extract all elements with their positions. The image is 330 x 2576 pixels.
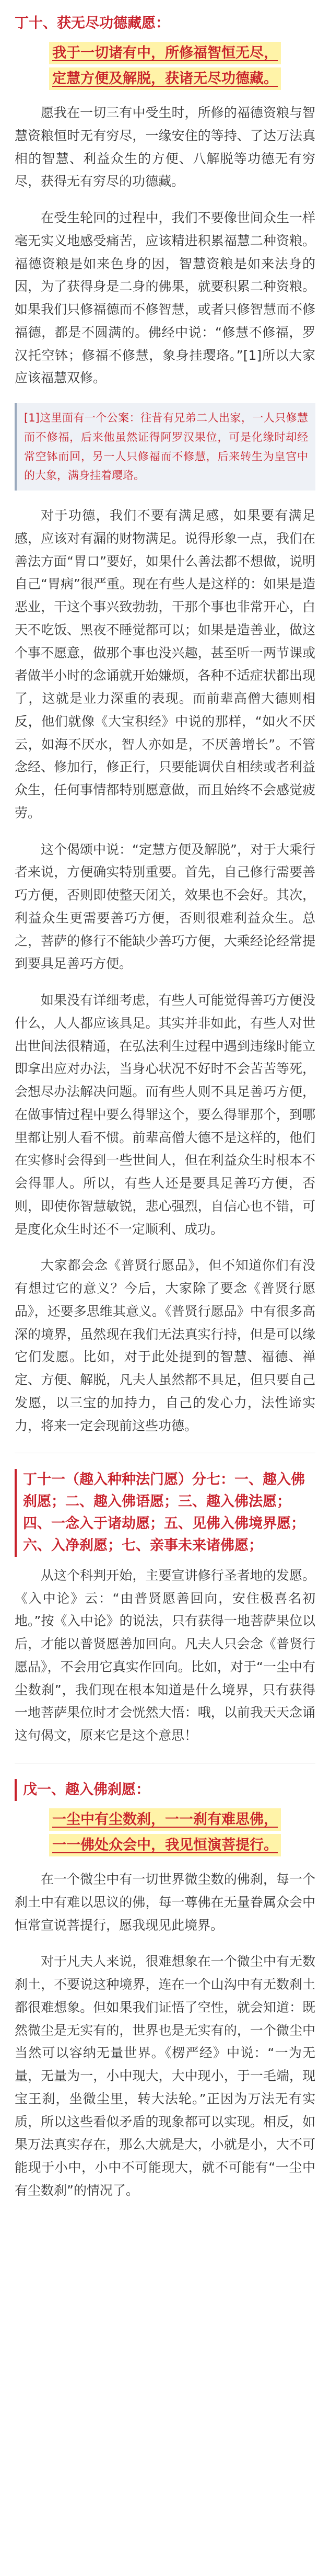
verse-line: 一尘中有尘数刹，一一刹有难思佛， [49,1808,281,1831]
verse-line: 我于一切诸有中，所修福智恒无尽， [49,42,281,64]
verse-line: 一一佛处众会中，我见恒演菩提行。 [49,1834,281,1856]
footnote: [1]这里面有一个公案：往昔有兄弟二人出家，一人只修慧而不修福，后来他虽然证得阿罗汉果位，可是化缘时却经常空钵而回，另一人只修福而不修慧，后来转生为皇宫中的大象，满身挂着璎珞。 [15,403,315,491]
section-title-enter-buddha-fields: 戊一、趣入佛刹愿： [15,1779,315,1801]
paragraph: 如果没有详细考虑，有些人可能觉得善巧方便没什么，人人都应该具足。其实并非如此，有些人对世出世间法很精通，在弘法利生过程中遇到违缘时能立即拿出应对办法，当身心状况不好时不会苦苦等死，会想尽办法解决问题。而有些人则不具足善巧方便，在做事情过程中要么得罪这个，要么得罪那个，到哪里都让别人看不惯。前辈高僧大德不是这样的，他们在实修时会得到一些世间人，但在利益众生时根本不会得罪人。所以，有些人还是要具足善巧方便，否则，即使你智慧敏锐，悲心强烈，自信心也不错，可是度化众生时还不一定顺利、成功。 [15,993,315,1237]
paragraph: 大家都会念《普贤行愿品》，但不知道你们有没有想过它的意义？今后，大家除了要念《普贤行愿品》，还要多思维其意义。《普贤行愿品》中有很多高深的境界，虽然现在我们无法真实行持，但是可以缘它们发愿。比如，对于此处提到的智慧、福德、禅定、方便、解脱，凡夫人虽然都不具足，但只要自己发愿，以三宝的加持力，自己的发心力，法性谛实力，将来一定会现前这些功德。 [15,1258,315,1433]
section-title-dharma-gates-outline: 丁十一（趣入种种法门愿）分七：一、趣入佛刹愿；二、趣入佛语愿；三、趣入佛法愿；四、一念入于诸劫愿；五、见佛入佛境界愿；六、入净刹愿；七、亲事未来诸佛愿； [15,1469,315,1556]
section-title-wisdom-merit-vow: 丁十、获无尽功德藏愿： [15,15,170,31]
verse-line: 定慧方便及解脱，获诸无尽功德藏。 [49,67,281,90]
verse-block [15,42,315,90]
paragraph: 这个偈颂中说：“定慧方便及解脱”，对于大乘行者来说，方便确实特别重要。首先，自己修行需要善巧方便，否则即使整天闭关，效果也不会好。其次，利益众生更需要善巧方便，否则很难利益众生。总之，菩萨的修行不能缺少善巧方便，大乘经论经常提到要具足善巧方便。 [15,841,315,972]
paragraph: 在一个微尘中有一切世界微尘数的佛刹，每一个刹土中有难以思议的佛，每一尊佛在无量眷属众会中恒常宣说菩提行，愿我现见此境界。 [15,1872,315,1933]
paragraph: 从这个科判开始，主要宣讲修行圣者地的发愿。《入中论》云：“由普贤愿善回向，安住极喜名初地。”按《入中论》的说法，只有获得一地菩萨果位以后，才能以普贤愿善加回向。凡夫人只会念《普贤行愿品》，不会用它真实作回向。比如，对于“一尘中有尘数刹”，我们现在根本知道是什么境界，只有获得一地菩萨果位时才会恍然大悟：哦，以前我天天念诵这句偈文，原来它是这个意思！ [15,1567,315,1743]
paragraph: 愿我在一切三有中受生时，所修的福德资粮与智慧资粮恒时无有穷尽，一缘安住的等持、了达万法真相的智慧、利益众生的方便、八解脱等功德无有穷尽，获得无有穷尽的功德藏。 [15,105,315,189]
paragraph: 在受生轮回的过程中，我们不要像世间众生一样毫无实义地感受痛苦，应该精进积累福慧二种资粮。福德资粮是如来色身的因，智慧资粮是如来法身的因，为了获得身是二身的佛果，就要积累二种资粮。如果我们只修福德而不修智慧，或者只修智慧而不修福德，都是不圆满的。佛经中说：“修慧不修福，罗汉托空钵；修福不修慧，象身挂璎珞。”[1]所以大家应该福慧双修。 [15,210,315,386]
paragraph: 对于功德，我们不要有满足感，如果要有满足感，应该对有漏的财物满足。说得形象一点，我们在善法方面“胃口”要好，如果什么善法都不想做，说明自己“胃病”很严重。现在有些人是这样的：如果是造恶业，干这个事兴致勃勃，干那个事也非常开心，白天不吃饭、黑夜不睡觉都可以；如果是造善业，做这个事不愿意，做那个事也没兴趣，甚至听一两节课或者做半小时的念诵就开始嫌烦，各种不适症状都出现了，这就是业力深重的表现。而前辈高僧大德则相反，他们就像《大宝积经》中说的那样，“如火不厌云，如海不厌水，智人亦如是，不厌善增长”。不管念经、修加行，修正行，只要能调伏自相续或者利益众生，任何事情都特别愿意做，而且始终不会感觉疲劳。 [15,508,315,820]
paragraph: 对于凡夫人来说，很难想象在一个微尘中有无数刹土，不要说这种境界，连在一个山沟中有无数刹土都很难想象。但如果我们证悟了空性，就会知道：既然微尘是无实有的，世界也是无实有的，一个微尘中当然可以容纳无量世界。《楞严经》中说：“一为无量，无量为一，小中现大，大中现小，于一毛端，现宝王刹，坐微尘里，转大法轮。”正因为万法无有实质，所以这些看似矛盾的现象都可以实现。相反，如果万法真实存在，那么大就是大，小就是小，大不可能现于小中，小中不可能现大，就不可能有“一尘中有尘数刹”的情况了。 [15,1954,315,2198]
verse-block [15,1808,315,1856]
